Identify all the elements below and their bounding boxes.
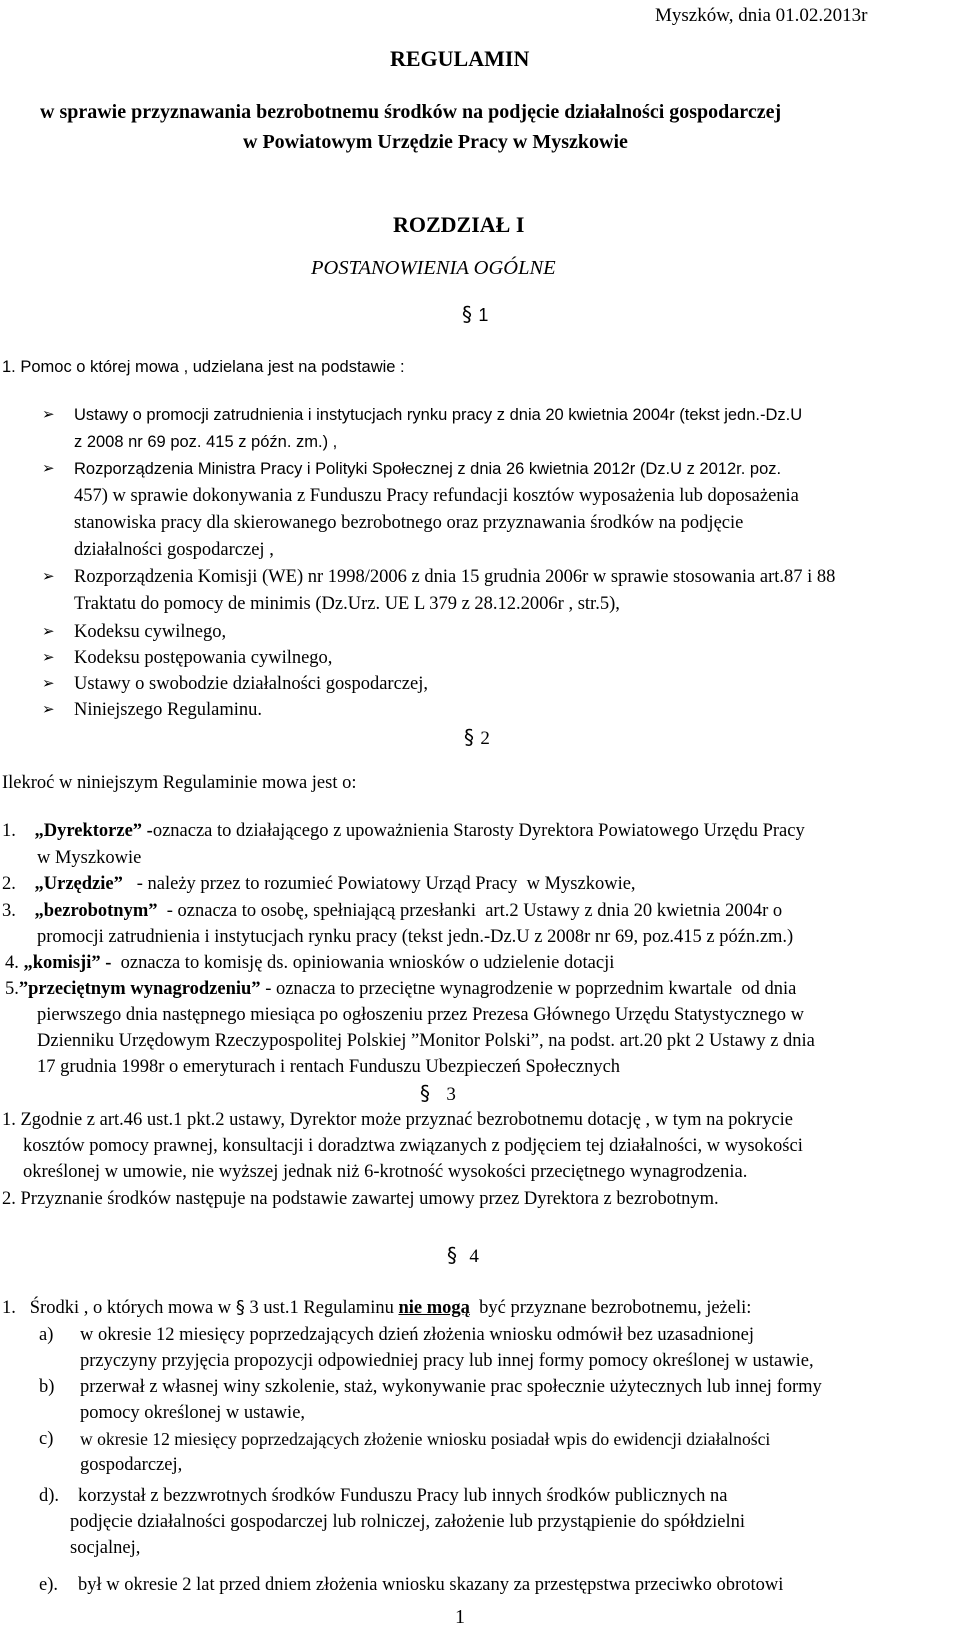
- section-1-heading: [462, 302, 488, 327]
- arrow-bullet-icon: ➢: [42, 567, 55, 585]
- legal-basis-item-1: Ustawy o promocji zatrudnienia i instytucjach rynku pracy z dnia 20 kwietnia 2004r (tekst jedn.-Dz.U: [74, 406, 803, 424]
- definition-item-3: 3. „bezrobotnym” - oznacza to osobę, spełniającą przesłanki art.2 Ustawy z dnia 20 kwietnia 2004r o: [2, 901, 783, 921]
- place-date: Myszków, dnia 01.02.2013r: [655, 5, 868, 26]
- section-number: 4: [469, 1246, 479, 1267]
- definition-item-1: 1. „Dyrektorze” -oznacza to działającego z upoważnienia Starosty Dyrektora Powiatowego Urzędu Pracy: [2, 821, 805, 841]
- definition-item-1-cont: w Myszkowie: [37, 848, 142, 868]
- legal-basis-item-2: Rozporządzenia Ministra Pracy i Polityki Społecznej z dnia 26 kwietnia 2012r (Dz.U z 2012r. poz.: [74, 460, 782, 478]
- definition-item-5-cont: 17 grudnia 1998r o emeryturach i rentach Funduszu Ubezpieczeń Społecznych: [37, 1057, 621, 1077]
- document-subtitle-line-2: w Powiatowym Urzędzie Pracy w Myszkowie: [243, 131, 628, 153]
- arrow-bullet-icon: ➢: [42, 459, 55, 477]
- section-number: 3: [446, 1084, 456, 1105]
- section-4-paragraph-1: 1. Środki , o których mowa w § 3 ust.1 Regulaminu nie mogą być przyznane bezrobotnemu, jeżeli:: [2, 1297, 752, 1318]
- legal-basis-item-3: Rozporządzenia Komisji (WE) nr 1998/2006 z dnia 15 grudnia 2006r w sprawie stosowania art.87 i 88: [74, 567, 836, 587]
- condition-b: przerwał z własnej winy szkolenie, staż, wykonywanie prac społecznie użytecznych lub innej formy: [80, 1377, 822, 1397]
- legal-basis-item-7: Niniejszego Regulaminu.: [74, 700, 263, 720]
- condition-d-label: d).: [39, 1486, 60, 1506]
- section-number: 2: [480, 728, 490, 749]
- condition-c: w okresie 12 miesięcy poprzedzających złożenie wniosku posiadał wpis do ewidencji działalności: [80, 1429, 771, 1449]
- condition-c-cont: gospodarczej,: [80, 1455, 183, 1475]
- legal-basis-item-2-cont: stanowiska pracy dla skierowanego bezrobotnego oraz przyznawania środków na podjęcie: [74, 513, 744, 533]
- definition-item-3-cont: promocji zatrudnienia i instytucjach rynku pracy (tekst jedn.-Dz.U z 2008r nr 69, poz.415 z późn.zm.): [37, 927, 794, 947]
- document-subtitle-line-1: w sprawie przyznawania bezrobotnemu środków na podjęcie działalności gospodarczej: [40, 101, 782, 123]
- chapter-subtitle: POSTANOWIENIA OGÓLNE: [311, 257, 556, 279]
- document-title: REGULAMIN: [390, 46, 530, 71]
- definition-item-5: 5.”przeciętnym wynagrodzeniu” - oznacza to przeciętne wynagrodzenie w poprzednim kwartale od dnia: [5, 979, 797, 999]
- definition-item-2: 2. „Urzędzie” - należy przez to rozumieć Powiatowy Urząd Pracy w Myszkowie,: [2, 874, 636, 894]
- arrow-bullet-icon: ➢: [42, 648, 55, 666]
- legal-basis-item-6: Ustawy o swobodzie działalności gospodarczej,: [74, 674, 428, 694]
- condition-c-label: c): [39, 1429, 54, 1449]
- arrow-bullet-icon: ➢: [42, 700, 55, 718]
- chapter-title: ROZDZIAŁ I: [393, 212, 525, 237]
- section-3-heading: [420, 1081, 456, 1107]
- page-number: 1: [455, 1606, 465, 1628]
- section-symbol: §: [462, 302, 472, 326]
- arrow-bullet-icon: ➢: [42, 405, 55, 423]
- section-3-paragraph-1-cont: kosztów pomocy prawnej, konsultacji i doradztwa związanych z podjęciem tej działalności, w wysokości: [23, 1136, 803, 1156]
- section-2-intro: Ilekroć w niniejszym Regulaminie mowa jest o:: [2, 773, 357, 793]
- section-4-heading: [447, 1243, 479, 1269]
- section-symbol: §: [420, 1081, 430, 1105]
- section-3-paragraph-1: 1. Zgodnie z art.46 ust.1 pkt.2 ustawy, Dyrektor może przyznać bezrobotnemu dotację , w tym na pokrycie: [2, 1110, 793, 1130]
- condition-d-cont: socjalnej,: [70, 1538, 141, 1558]
- condition-a-label: a): [39, 1325, 54, 1345]
- section-2-heading: [464, 725, 490, 751]
- definition-item-4: 4. „komisji” - oznacza to komisję ds. opiniowania wniosków o udzielenie dotacji: [5, 953, 615, 973]
- condition-e-label: e).: [39, 1575, 58, 1595]
- condition-e: był w okresie 2 lat przed dniem złożenia wniosku skazany za przestępstwa przeciwko obrotowi: [78, 1575, 784, 1595]
- section-symbol: §: [464, 725, 474, 749]
- arrow-bullet-icon: ➢: [42, 674, 55, 692]
- section-symbol: §: [447, 1243, 457, 1267]
- section-number: 1: [478, 305, 489, 325]
- condition-b-label: b): [39, 1377, 55, 1397]
- condition-b-cont: pomocy określonej w ustawie,: [80, 1403, 306, 1423]
- legal-basis-item-3-cont: Traktatu do pomocy de minimis (Dz.Urz. UE L 379 z 28.12.2006r , str.5),: [74, 594, 620, 614]
- legal-basis-item-4: Kodeksu cywilnego,: [74, 622, 227, 642]
- legal-basis-item-2-cont: działalności gospodarczej ,: [74, 540, 274, 560]
- condition-a: w okresie 12 miesięcy poprzedzających dzień złożenia wniosku odmówił bez uzasadnionej: [80, 1325, 754, 1345]
- legal-basis-item-2-cont: 457) w sprawie dokonywania z Funduszu Pracy refundacji kosztów wyposażenia lub doposażenia: [74, 486, 799, 506]
- section-3-paragraph-1-cont: określonej w umowie, nie wyższej jednak niż 6-krotność wysokości przeciętnego wynagrodzenia.: [23, 1162, 748, 1182]
- condition-d: korzystał z bezzwrotnych środków Funduszu Pracy lub innych środków publicznych na: [78, 1486, 728, 1506]
- section-1-intro: 1. Pomoc o której mowa , udzielana jest na podstawie :: [2, 358, 405, 376]
- definition-item-5-cont: pierwszego dnia następnego miesiąca po ogłoszeniu przez Prezesa Głównego Urzędu Statystycznego w: [37, 1005, 804, 1025]
- legal-basis-item-1-cont: z 2008 nr 69 poz. 415 z późn. zm.) ,: [74, 433, 338, 451]
- legal-basis-item-5: Kodeksu postępowania cywilnego,: [74, 648, 333, 668]
- section-3-paragraph-2: 2. Przyznanie środków następuje na podstawie zawartej umowy przez Dyrektora z bezrobotnym.: [2, 1189, 719, 1209]
- arrow-bullet-icon: ➢: [42, 622, 55, 640]
- condition-a-cont: przyczyny przyjęcia propozycji odpowiedniej pracy lub innej formy pomocy określonej w ustawie,: [80, 1351, 814, 1371]
- definition-item-5-cont: Dzienniku Urzędowym Rzeczypospolitej Polskiej ”Monitor Polski”, na podst. art.20 pkt 2 Ustawy z dnia: [37, 1031, 815, 1051]
- condition-d-cont: podjęcie działalności gospodarczej lub rolniczej, założenie lub przystąpienie do spółdzielni: [70, 1512, 745, 1532]
